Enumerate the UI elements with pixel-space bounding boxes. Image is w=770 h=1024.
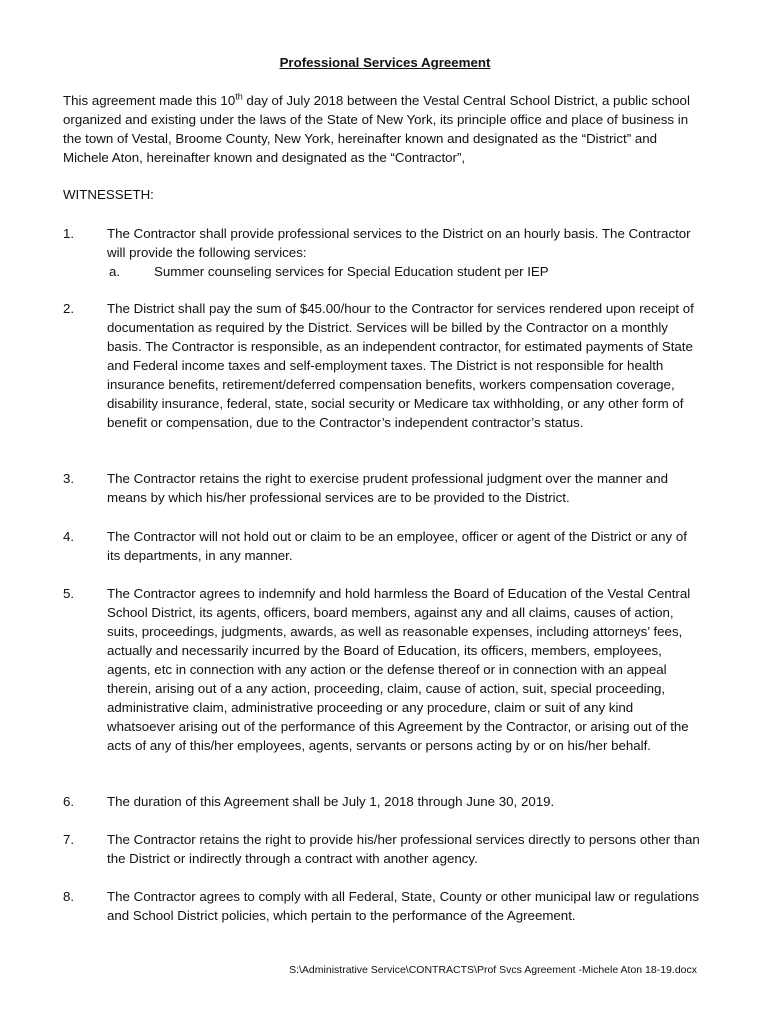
clause-1-subitem-a	[63, 262, 703, 281]
clause-7	[63, 830, 703, 868]
clause-number: 7.	[63, 832, 75, 847]
clause-text: The Contractor will not hold out or claim to be an employee, officer or agent of the District or any of its departments, in any manner.	[107, 529, 687, 563]
intro-text-start: This agreement made this 10	[63, 93, 236, 108]
clause-text: The District shall pay the sum of $45.00/hour to the Contractor for services rendered upon receipt of documentation as required by the District. Services will be billed by the Contractor on a monthly basis. The Contractor is responsible, as an independent contractor, for estimated payments of State and Federal income taxes and self-employment taxes. The District is not responsible for health insurance benefits, retirement/deferred compensation benefits, workers compensation coverage, disability insurance, federal, state, social security or Medicare tax withholding, or any other form of benefit or compensation, due to the Contractor’s independent contractor’s status.	[107, 301, 694, 430]
intro-date-suffix: th	[235, 91, 243, 102]
subitem-text: Summer counseling services for Special Education student per IEP	[154, 264, 549, 279]
clause-text: The Contractor agrees to indemnify and hold harmless the Board of Education of the Vestal Central School District, its agents, officers, board members, against any and all claims, causes of action, suits, proceedings, judgments, awards, as well as reasonable expenses, including attorneys’ fees, actually and necessarily incurred by the Board of Education, its officers, members, employees, agents, etc in connection with any action or the defense thereof or in connection with an appeal therein, arising out of a any action, proceeding, claim, cause of action, suit, special proceeding, administrative claim, administrative proceeding or any procedure, claim or suit of any kind whatsoever arising out of the performance of this Agreement by the Contractor, or arising out of the acts of any of this/her employees, agents, servants or persons acting by or on his/her behalf.	[107, 586, 691, 753]
subitem-marker: a.	[109, 264, 121, 279]
clause-number: 6.	[63, 794, 75, 809]
file-path-footer: S:\Administrative Service\CONTRACTS\Prof Svcs Agreement -Michele Aton 18-19.docx	[289, 964, 697, 976]
clause-8	[63, 887, 703, 925]
clause-6	[63, 792, 703, 811]
intro-paragraph	[63, 91, 703, 167]
clause-text: The duration of this Agreement shall be July 1, 2018 through June 30, 2019.	[107, 794, 555, 809]
clause-number: 3.	[63, 471, 75, 486]
clause-3	[63, 469, 703, 507]
clause-number: 5.	[63, 586, 75, 601]
clause-number: 4.	[63, 529, 75, 544]
clause-1	[63, 224, 703, 281]
intro-text-rest: day of July 2018 between the Vestal Central School District, a public school organized and existing under the laws of the State of New York, its principle office and place of business in the town of Vestal, Broome County, New York, hereinafter known and designated as the “District” and Michele Aton, hereinafter known and designated as the “Contractor”,	[63, 93, 690, 165]
clause-5	[63, 584, 703, 755]
clause-text: The Contractor retains the right to exercise prudent professional judgment over the manner and means by which his/her professional services are to be provided to the District.	[107, 471, 668, 505]
clause-4	[63, 527, 703, 565]
clause-number: 1.	[63, 226, 75, 241]
clause-text: The Contractor agrees to comply with all Federal, State, County or other municipal law or regulations and School District policies, which pertain to the performance of the Agreement.	[107, 889, 699, 923]
clause-2	[63, 299, 703, 432]
clause-text: The Contractor shall provide professional services to the District on an hourly basis. The Contractor will provide the following services:	[107, 226, 691, 260]
clause-number: 8.	[63, 889, 75, 904]
clause-number: 2.	[63, 301, 75, 316]
clause-text: The Contractor retains the right to provide his/her professional services directly to persons other than the District or indirectly through a contract with another agency.	[107, 832, 700, 866]
document-title: Professional Services Agreement	[279, 55, 491, 70]
witnesseth-heading: WITNESSETH:	[63, 187, 154, 202]
